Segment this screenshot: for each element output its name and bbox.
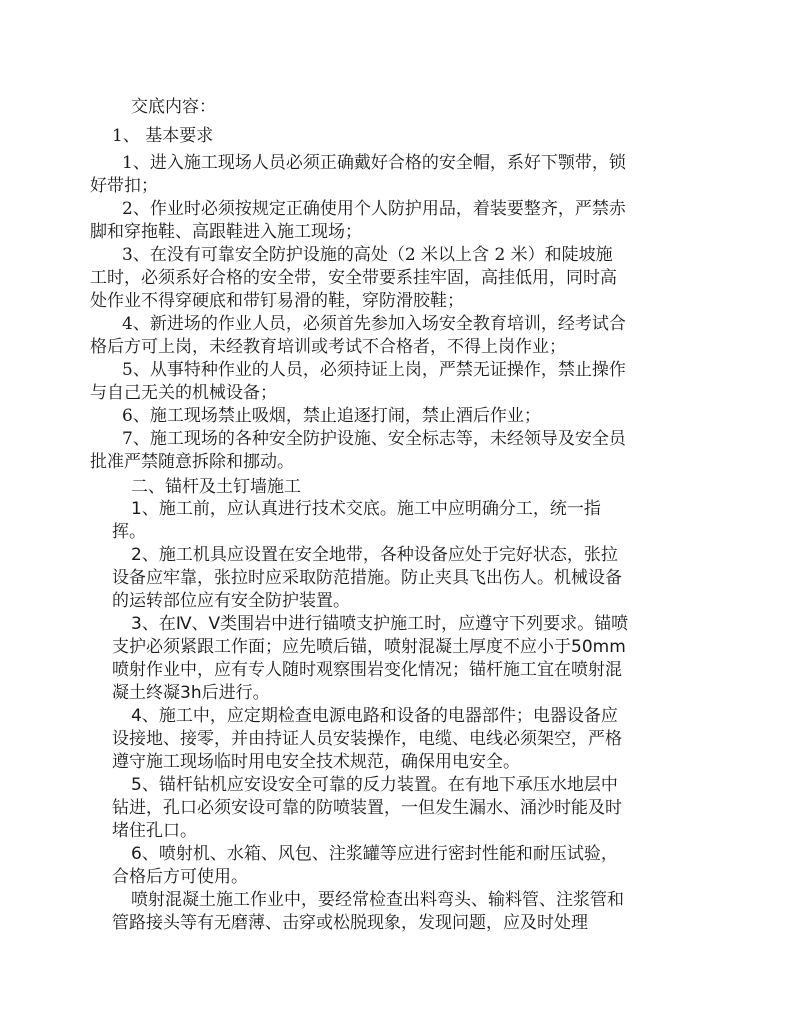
text-line: 设接地、接零，并由持证人员安装操作，电缆、电线必须架空，严格 [112, 729, 622, 749]
text-line: 2、施工机具应设置在安全地带，各种设备应处于完好状态，张拉 [131, 545, 618, 565]
text-line: 凝土终凝3h后进行。 [112, 683, 270, 703]
text-line: 的运转部位应有安全防护装置。 [112, 591, 350, 611]
text-line: 堵住孔口。 [112, 821, 197, 841]
text-line: 6、施工现场禁止吸烟，禁止追逐打闹，禁止酒后作业； [122, 406, 541, 426]
text-line: 格后方可上岗，未经教育培训或考试不合格者，不得上岗作业； [90, 337, 566, 357]
text-line: 6、喷射机、水箱、风包、注浆罐等应进行密封性能和耐压试验， [131, 844, 618, 864]
text-line: 1、进入施工现场人员必须正确戴好合格的安全帽，系好下颚带，锁 [122, 153, 626, 173]
text-line: 合格后方可使用。 [112, 867, 248, 887]
text-line: 4、施工中，应定期检查电源电路和设备的电器部件；电器设备应 [131, 706, 618, 726]
text-line: 管路接头等有无磨薄、击穿或松脱现象，发现问题，应及时处理 [112, 913, 588, 933]
text-line: 处作业不得穿硬底和带钉易滑的鞋，穿防滑胶鞋； [90, 291, 464, 311]
text-line: 2、作业时必须按规定正确使用个人防护用品，着装要整齐，严禁赤 [122, 199, 626, 219]
text-line: 5、从事特种作业的人员，必须持证上岗，严禁无证操作，禁止操作 [122, 360, 626, 380]
section-1-heading: 1、 基本要求 [112, 126, 214, 146]
text-line: 7、施工现场的各种安全防护设施、安全标志等，未经领导及安全员 [122, 429, 626, 449]
text-line: 批准严禁随意拆除和挪动。 [90, 452, 294, 472]
text-line: 与自己无关的机械设备； [90, 383, 277, 403]
text-line: 钻进，孔口必须安设可靠的防喷装置，一但发生漏水、涌沙时能及时 [112, 798, 622, 818]
text-line: 3、在Ⅳ、Ⅴ类围岩中进行锚喷支护施工时，应遵守下列要求。锚喷 [131, 614, 629, 634]
text-line: 脚和穿拖鞋、高跟鞋进入施工现场； [90, 222, 362, 242]
text-line: 5、锚杆钻机应安设安全可靠的反力装置。在有地下承压水地层中 [131, 775, 618, 795]
text-line: 挥。 [112, 522, 146, 542]
section-intro-heading: 交底内容： [131, 97, 216, 117]
text-line: 喷射作业中，应有专人随时观察围岩变化情况；锚杆施工宜在喷射混 [112, 660, 622, 680]
text-line: 好带扣； [90, 176, 158, 196]
text-line: 喷射混凝土施工作业中，要经常检查出料弯头、输料管、注浆管和 [131, 890, 624, 910]
text-line: 4、新进场的作业人员，必须首先参加入场安全教育培训，经考试合 [122, 314, 626, 334]
text-line: 遵守施工现场临时用电安全技术规范，确保用电安全。 [112, 752, 520, 772]
text-line: 设备应牢靠，张拉时应采取防范措施。防止夹具飞出伤人。机械设备 [112, 568, 622, 588]
text-line: 3、在没有可靠安全防护设施的高处（2 米以上含 2 米）和陡坡施 [122, 245, 613, 265]
text-line: 1、施工前，应认真进行技术交底。施工中应明确分工，统一指 [131, 499, 601, 519]
text-line: 支护必须紧跟工作面；应先喷后锚，喷射混凝土厚度不应小于50mm [112, 637, 626, 657]
text-line: 工时，必须系好合格的安全带，安全带要系挂牢固，高挂低用，同时高 [90, 268, 617, 288]
section-2-heading: 二、锚杆及土钉墙施工 [131, 477, 301, 497]
